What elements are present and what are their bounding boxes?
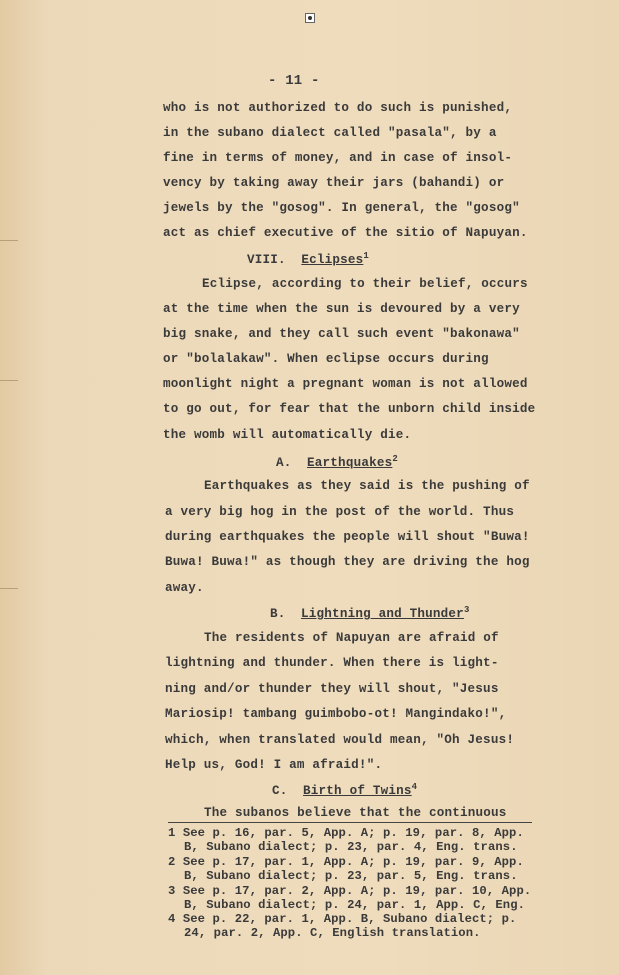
footnote-mark: 1 [363, 251, 369, 261]
section-title: Birth of Twins [303, 784, 412, 799]
footnote-number: 2 [168, 855, 176, 869]
section-heading-earthquakes [276, 454, 398, 470]
section-heading-lightning [270, 605, 470, 621]
text-line: vency by taking away their jars (bahandi) or [163, 176, 505, 190]
edge-mark [0, 240, 18, 241]
text-line: or "bolalakaw". When eclipse occurs during [163, 352, 489, 366]
section-title: Eclipses [301, 253, 364, 268]
text-line: away. [165, 581, 204, 595]
footnote-text: See p. 17, par. 1, App. A; p. 19, par. 9, App. [182, 855, 524, 869]
footnote-number: 1 [168, 826, 176, 840]
edge-mark [0, 588, 18, 589]
section-letter: A. [276, 456, 292, 471]
text-line: Help us, God! I am afraid!". [165, 758, 383, 772]
footnote-4-continuation: 24, par. 2, App. C, English translation. [184, 926, 481, 940]
text-line: Eclipse, according to their belief, occurs [202, 277, 528, 291]
text-line: act as chief executive of the sitio of Napuyan. [163, 226, 528, 240]
footnote-number: 3 [168, 884, 176, 898]
footnote-1 [168, 826, 524, 840]
footnote-text: See p. 22, par. 1, App. B, Subano dialect; p. [182, 912, 517, 926]
text-line: The subanos believe that the continuous [204, 806, 507, 820]
section-numeral: VIII. [247, 253, 286, 268]
text-line: to go out, for fear that the unborn child inside [163, 402, 536, 416]
footnote-3-continuation: B, Subano dialect; p. 24, par. 1, App. C, Eng. [184, 898, 526, 912]
section-title: Lightning and Thunder [301, 607, 464, 622]
text-line: lightning and thunder. When there is light- [165, 656, 499, 670]
text-line: The residents of Napuyan are afraid of [204, 631, 499, 645]
text-line: fine in terms of money, and in case of insol- [163, 151, 513, 165]
section-heading-eclipses [247, 251, 369, 267]
footnote-4 [168, 912, 516, 926]
footnote-number: 4 [168, 912, 176, 926]
text-line: in the subano dialect called "pasala", by a [163, 126, 497, 140]
footnote-text: See p. 16, par. 5, App. A; p. 19, par. 8, App. [182, 826, 524, 840]
section-heading-twins [272, 782, 417, 798]
text-line: the womb will automatically die. [163, 428, 412, 442]
footnote-mark: 4 [411, 782, 418, 792]
text-line: moonlight night a pregnant woman is not allowed [163, 377, 528, 391]
edge-mark [0, 380, 18, 381]
footnote-text: See p. 17, par. 2, App. A; p. 19, par. 10, App. [182, 884, 532, 898]
footnote-divider [168, 822, 532, 823]
text-line: during earthquakes the people will shout "Buwa! [165, 530, 530, 544]
text-line: ning and/or thunder they will shout, "Jesus [165, 682, 499, 696]
text-line: big snake, and they call such event "bakonawa" [163, 327, 520, 341]
footnote-2-continuation: B, Subano dialect; p. 23, par. 5, Eng. trans. [184, 869, 518, 883]
page-number: - 11 - [268, 73, 320, 89]
binder-hole-icon [305, 13, 315, 23]
section-letter: C. [272, 784, 288, 799]
text-line: jewels by the "gosog". In general, the "gosog" [163, 201, 520, 215]
footnote-mark: 2 [392, 454, 398, 464]
text-line: at the time when the sun is devoured by a very [163, 302, 520, 316]
text-line: Mariosip! tambang guimbobo-ot! Mangindako!", [165, 707, 507, 721]
footnote-1-continuation: B, Subano dialect; p. 23, par. 4, Eng. trans. [184, 840, 518, 854]
text-line: Earthquakes as they said is the pushing of [204, 479, 530, 493]
section-title: Earthquakes [307, 456, 393, 471]
text-line: Buwa! Buwa!" as though they are driving the hog [165, 555, 530, 569]
text-line: which, when translated would mean, "Oh Jesus! [165, 733, 515, 747]
footnote-3 [168, 884, 531, 898]
text-line: a very big hog in the post of the world. Thus [165, 505, 515, 519]
footnote-mark: 3 [463, 605, 470, 615]
footnote-2 [168, 855, 524, 869]
text-line: who is not authorized to do such is punished, [163, 101, 513, 115]
section-letter: B. [270, 607, 286, 622]
